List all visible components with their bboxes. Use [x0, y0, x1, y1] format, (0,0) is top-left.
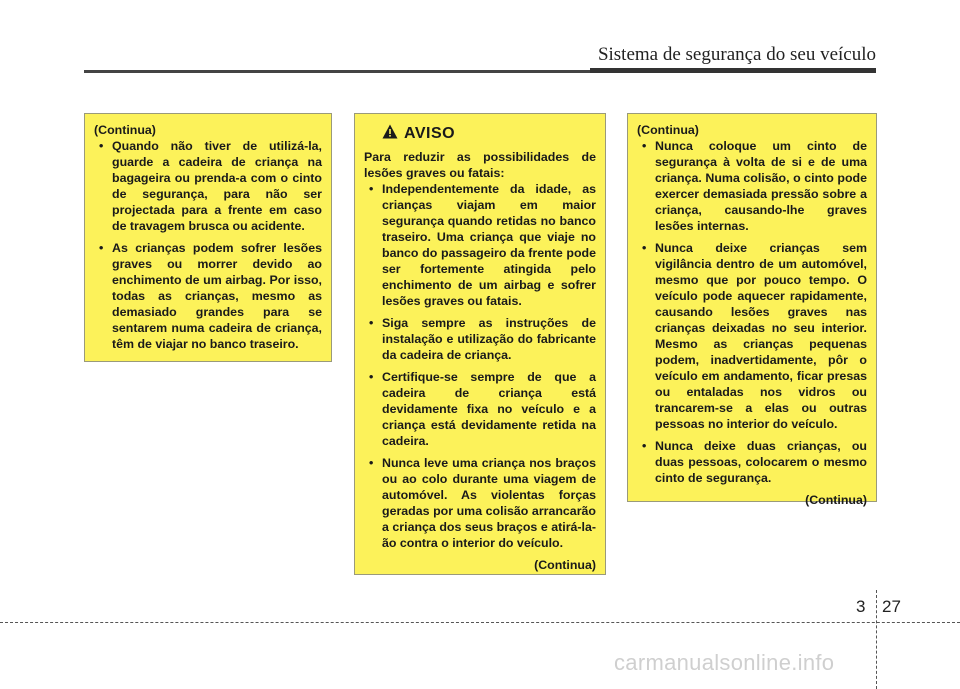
- footer-vertical-dashed-rule: [876, 590, 877, 689]
- warning-header: [382, 124, 596, 143]
- list-item: • Nunca deixe duas crianças, ou duas pessoas, colocarem o mesmo cinto de segurança.: [637, 438, 867, 486]
- list-item: • Independentemente da idade, as crianças viajam em maior segurança quando retidas no banco traseiro. Uma criança que viaje no banco do passageiro da frente pode ser fortemente atingida pelo enchimento de um airbag e sofrer lesões graves ou fatais.: [364, 181, 596, 309]
- warning-intro: Para reduzir as possibilidades de lesões graves ou fatais:: [364, 150, 596, 180]
- footer-dashed-rule: [0, 622, 960, 623]
- continued-note-box-right: [627, 113, 877, 507]
- continued-label: (Continua): [637, 123, 699, 137]
- list-item: • As crianças podem sofrer lesões graves ou morrer devido ao enchimento de um airbag. Por isso, todas as crianças, mesmo as demasiado grandes para se sentarem numa cadeira de criança, têm de viajar no banco traseiro.: [94, 240, 322, 352]
- page-header-title: Sistema de segurança do seu veículo: [597, 44, 876, 65]
- continues-label: (Continua): [534, 558, 596, 572]
- bullet-list: [637, 138, 867, 486]
- bullet-list: [364, 181, 596, 551]
- list-item: • Certifique-se sempre de que a cadeira de criança está devidamente fixa no veículo e a criança está devidamente retida na cadeira.: [364, 369, 596, 449]
- bullet-list: [94, 138, 322, 352]
- watermark: carmanualsonline.info: [614, 650, 835, 675]
- continues-label: (Continua): [805, 493, 867, 507]
- list-item: • Siga sempre as instruções de instalação e utilização do fabricante da cadeira de criança.: [364, 315, 596, 363]
- list-item: • Nunca deixe crianças sem vigilância dentro de um automóvel, mesmo que por pouco tempo. O veículo pode aquecer rapidamente, causando lesões graves nas crianças deixadas no seu interior. Mesmo as crianças pequenas podem, inadvertidamente, pôr o veículo em andamento, ficar presas ou entaladas nos vidros ou trancarem-se a elas ou outras pessoas no interior do veículo.: [637, 240, 867, 432]
- page-number: 27: [882, 597, 901, 616]
- continued-note-box-left: [84, 113, 332, 362]
- warning-triangle-icon: [382, 124, 398, 143]
- list-item: • Nunca leve uma criança nos braços ou ao colo durante uma viagem de automóvel. As violentas forças geradas por uma colisão arrancarão a criança dos seus braços e atirá-la-ão contra o interior do veículo.: [364, 455, 596, 551]
- warning-title: AVISO: [404, 124, 456, 142]
- chapter-number: 3: [856, 597, 866, 616]
- list-item: • Quando não tiver de utilizá-la, guarde a cadeira de criança na bagageira ou prenda-a com o cinto de segurança, para não ser projectada para a frente em caso de travagem brusca ou acidente.: [94, 138, 322, 234]
- header-rule: [84, 70, 876, 73]
- continued-label: (Continua): [94, 123, 156, 137]
- list-item: • Nunca coloque um cinto de segurança à volta de si e de uma criança. Numa colisão, o cinto pode exercer demasiada pressão sobre a criança, causando-lhe graves lesões internas.: [637, 138, 867, 234]
- warning-box: [354, 113, 606, 575]
